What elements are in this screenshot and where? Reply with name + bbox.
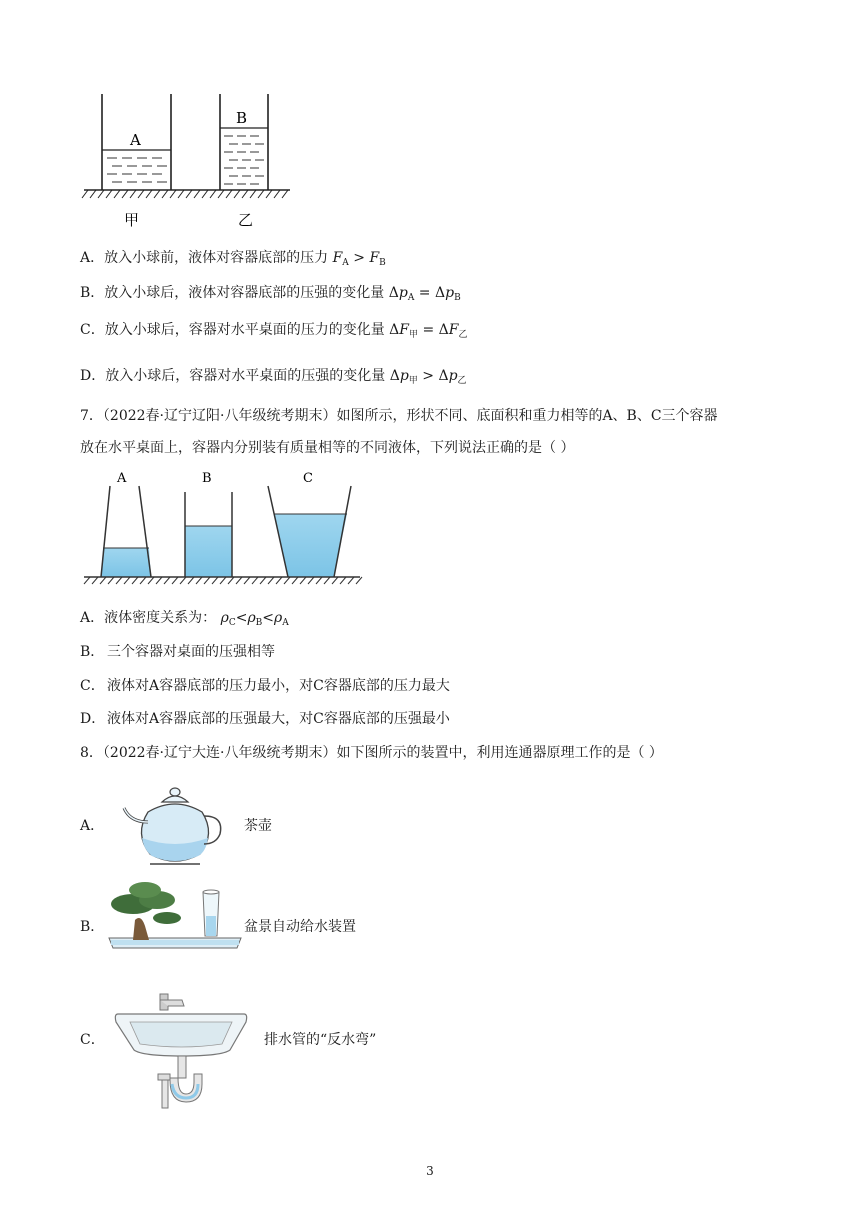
q8-option-b-text: 盆景自动给水装置 [244,919,356,935]
q7-option-d: D． [80,711,106,727]
teapot-icon [120,782,230,870]
q8-option-a-letter: A． [80,818,105,834]
fig7-label-a: A [117,471,127,486]
q7-option-b: B． [80,644,105,660]
q7-option-b-text: 三个容器对桌面的压强相等 [107,644,275,660]
fig6-caption-left: 甲 [124,211,140,229]
bonsai-watering-device-icon [105,878,245,958]
q8-option-a-text: 茶壶 [244,818,272,834]
q7-option-a: A．液体密度关系为： $\rho_C<\rho_B<\rho_A$ [80,610,289,628]
q7-option-c: C． [80,678,105,694]
q7-stem-line2: 放在水平桌面上，容器内分别装有质量相等的不同液体，下列说法正确的是（ ） [80,440,575,456]
q8-stem: 8．（2022春·辽宁大连·八年级统考期末）如下图所示的装置中，利用连通器原理工作的是（ ） [80,745,663,761]
q8-option-c-text: 排水管的“反水弯” [264,1032,377,1048]
q7-stem-line1: 7．（2022春·辽宁辽阳·八年级统考期末）如图所示，形状不同、底面积和重力相等的A、B、C三个容器 [80,408,718,424]
q6-option-d: D．放入小球后，容器对水平桌面的压强的变化量 $\Delta p_甲 > \Delta p_乙$ [80,368,467,386]
q8-option-b-letter: B． [80,919,105,935]
q6-option-a: A．放入小球前，液体对容器底部的压力 $F_A > F_B$ [80,250,386,268]
q7-option-c-text: 液体对A容器底部的压力最小，对C容器底部的压力最大 [107,678,450,694]
q6-option-b: B．放入小球后，液体对容器底部的压强的变化量 $\Delta p_A = \Delta p_B$ [80,285,461,303]
sink-trap-icon [112,990,252,1112]
fig6-caption-right: 乙 [238,211,254,229]
figure-containers-jia-yi [80,88,300,238]
fig6-label-b: B [236,109,248,127]
fig6-label-a: A [130,131,141,149]
q8-option-c-letter: C． [80,1032,105,1048]
fig7-label-b: B [202,471,212,486]
page-number: 3 [426,1164,434,1178]
figure-containers-abc [82,470,367,590]
q6-option-c: C．放入小球后，容器对水平桌面的压力的变化量 $\Delta F_甲 = \Delta F_乙$ [80,322,468,340]
fig7-label-c: C [303,471,313,486]
q7-option-d-text: 液体对A容器底部的压强最大，对C容器底部的压强最小 [107,711,450,727]
